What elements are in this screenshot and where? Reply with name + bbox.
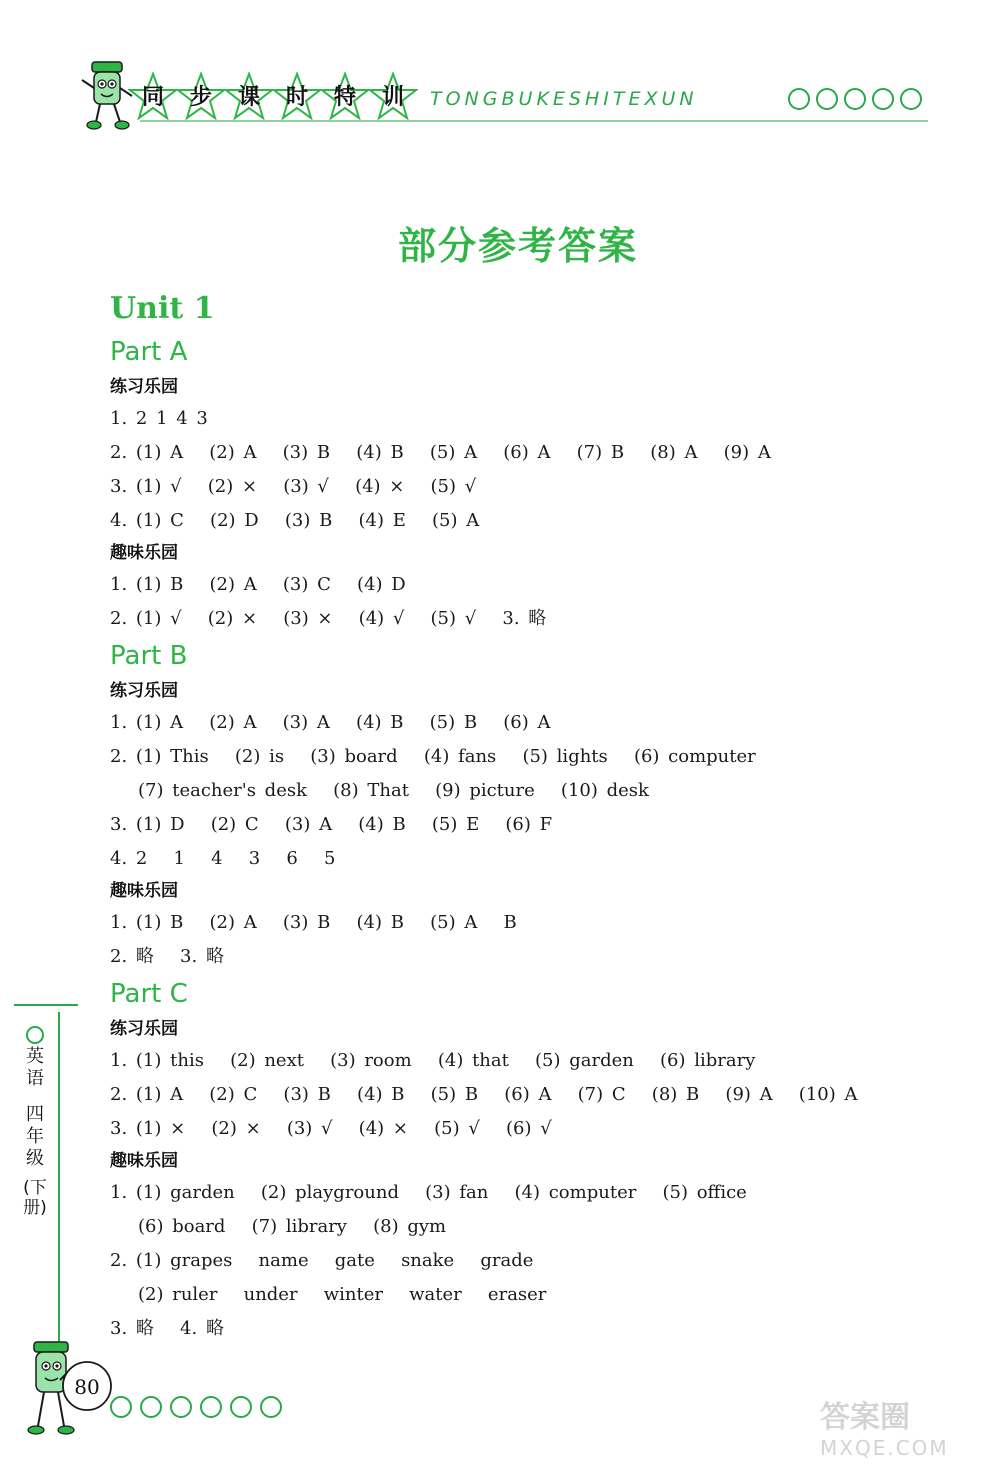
header-decor-rings — [788, 88, 922, 110]
sidebar-subject: 英语 — [26, 1046, 44, 1089]
answer-line: 2. 略 3. 略 — [110, 946, 224, 967]
answer-content — [110, 286, 950, 1346]
title-char-6: 训 — [381, 85, 404, 110]
answer-line: (6) board (7) library (8) gym — [138, 1216, 447, 1237]
title-star-3 — [224, 72, 274, 122]
title-star-6 — [368, 72, 418, 122]
part-b-practice-title: 练习乐园 — [110, 681, 178, 701]
answer-line: 1. (1) B (2) A (3) B (4) B (5) A B — [110, 912, 517, 933]
answer-line: 1. (1) A (2) A (3) A (4) B (5) B (6) A — [110, 712, 551, 733]
ring-icon — [200, 1396, 222, 1418]
title-star-2 — [176, 72, 226, 122]
page-header — [0, 0, 1000, 140]
ring-icon — [170, 1396, 192, 1418]
watermark-logo-text: 答案圈 — [820, 1400, 910, 1435]
answer-line: 3. (1) × (2) × (3) √ (4) × (5) √ (6) √ — [110, 1118, 552, 1139]
watermark-url: MXQE.COM — [820, 1436, 949, 1460]
title-char-4: 时 — [285, 85, 308, 110]
answer-line: 1. (1) B (2) A (3) C (4) D — [110, 574, 406, 595]
sidebar-divider — [14, 1004, 78, 1006]
title-char-5: 特 — [333, 85, 356, 110]
answer-line: 1. (1) this (2) next (3) room (4) that (5) garden (6) library — [110, 1050, 756, 1071]
watermark — [820, 1400, 990, 1470]
part-a-fun-title: 趣味乐园 — [110, 543, 178, 563]
answer-line: 2. (1) √ (2) × (3) × (4) √ (5) √ 3. 略 — [110, 608, 547, 629]
answer-line: 3. (1) √ (2) × (3) √ (4) × (5) √ — [110, 476, 477, 497]
answer-line: 2. (1) grapes name gate snake grade — [110, 1250, 534, 1271]
answer-line: 2. (1) This (2) is (3) board (4) fans (5) lights (6) computer — [110, 746, 756, 767]
answer-line: 4. (1) C (2) D (3) B (4) E (5) A — [110, 510, 480, 531]
title-star-4 — [272, 72, 322, 122]
ring-icon — [230, 1396, 252, 1418]
page-number: 80 — [74, 1375, 100, 1399]
answer-line: (2) ruler under winter water eraser — [138, 1284, 547, 1305]
answer-line: 2. (1) A (2) A (3) B (4) B (5) A (6) A (7) B (8) A (9) A — [110, 442, 771, 463]
ring-icon — [900, 88, 922, 110]
title-char-1: 同 — [141, 85, 164, 110]
ring-icon — [844, 88, 866, 110]
part-a-title: Part A — [110, 337, 188, 367]
title-star-1 — [128, 72, 178, 122]
answer-line: (7) teacher's desk (8) That (9) picture (10) desk — [138, 780, 649, 801]
ring-icon — [26, 1026, 44, 1044]
part-b-fun-title: 趣味乐园 — [110, 881, 178, 901]
header-divider — [140, 120, 928, 122]
sidebar-grade: 四年级 — [26, 1104, 44, 1169]
answer-line: 3. 略 4. 略 — [110, 1318, 224, 1339]
part-c-title: Part C — [110, 979, 188, 1009]
footer-decor-rings — [110, 1396, 282, 1418]
part-a-practice-title: 练习乐园 — [110, 377, 178, 397]
ring-icon — [140, 1396, 162, 1418]
title-char-3: 课 — [237, 85, 260, 110]
answer-line: 1. (1) garden (2) playground (3) fan (4) computer (5) office — [110, 1182, 747, 1203]
answer-line: 3. (1) D (2) C (3) A (4) B (5) E (6) F — [110, 814, 553, 835]
sidebar-volume: (下册) — [23, 1178, 47, 1218]
sidebar-rule — [58, 1012, 60, 1342]
answer-line: 2. (1) A (2) C (3) B (4) B (5) B (6) A (7) C (8) B (9) A (10) A — [110, 1084, 858, 1105]
ring-icon — [788, 88, 810, 110]
page-title: 部分参考答案 — [397, 224, 638, 268]
header-pinyin: TONGBUKESHITEXUN — [430, 88, 698, 110]
ring-icon — [110, 1396, 132, 1418]
answer-line: 4. 2 1 4 3 6 5 — [110, 848, 336, 869]
title-char-2: 步 — [189, 85, 212, 110]
ring-icon — [872, 88, 894, 110]
answer-line: 1. 2 1 4 3 — [110, 408, 208, 429]
ring-icon — [260, 1396, 282, 1418]
part-b-title: Part B — [110, 641, 188, 671]
part-c-fun-title: 趣味乐园 — [110, 1151, 178, 1171]
part-c-practice-title: 练习乐园 — [110, 1019, 178, 1039]
unit-title: Unit 1 — [110, 291, 215, 326]
ring-icon — [816, 88, 838, 110]
title-star-5 — [320, 72, 370, 122]
